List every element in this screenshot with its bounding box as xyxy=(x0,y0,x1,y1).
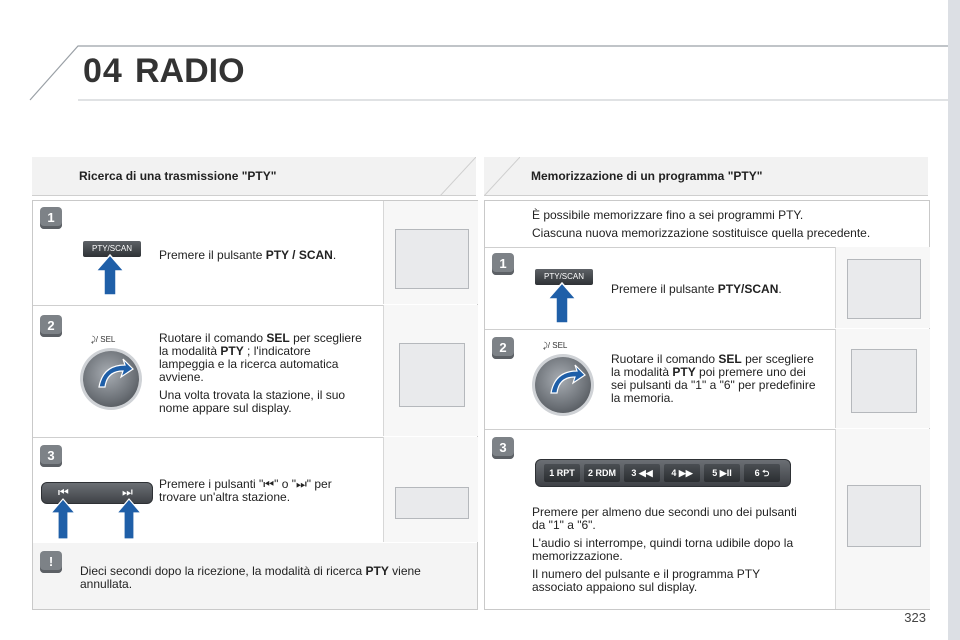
seek-back-key: ⏮ xyxy=(58,485,69,499)
display-thumbnail xyxy=(383,437,478,542)
step-badge: 3 xyxy=(40,445,62,467)
step-text: Premere i pulsanti "⏮" o "⏭" per trovare un'altra stazione. xyxy=(159,477,332,504)
preset-key-4: 4 ▶▶ xyxy=(664,464,700,482)
radio-panel-thumbnail xyxy=(395,229,469,289)
radio-panel-thumbnail xyxy=(847,485,921,547)
right-steps-panel xyxy=(484,200,930,610)
press-arrow-icon xyxy=(93,253,127,297)
press-arrow-icon xyxy=(545,281,579,325)
preset-button-bar xyxy=(535,459,791,487)
sel-knob-label: ⤸/ SEL xyxy=(543,341,568,350)
display-thumbnail xyxy=(383,201,478,304)
warning-icon: ! xyxy=(40,551,62,573)
rotate-arrow-icon xyxy=(547,363,587,397)
radio-panel-thumbnail xyxy=(847,259,921,319)
step-text: Ruotare il comando SEL per scegliere la modalità PTY poi premere uno dei sei pulsanti da "1" a "6" per predefinire la memoria. xyxy=(611,352,816,405)
seek-forward-key: ⏭ xyxy=(122,485,133,499)
display-thumbnail xyxy=(835,247,930,328)
page-number: 323 xyxy=(904,610,926,625)
display-thumbnail xyxy=(835,429,930,609)
right-header-corner xyxy=(484,157,520,196)
radio-panel-thumbnail xyxy=(851,349,917,413)
chapter-number: 04 xyxy=(83,52,123,90)
preset-key-1: 1 RPT xyxy=(544,464,580,482)
radio-panel-thumbnail xyxy=(399,343,465,407)
right-step-3 xyxy=(485,429,929,609)
left-step-1 xyxy=(33,201,477,306)
right-intro xyxy=(485,201,929,248)
right-section-title: Memorizzazione di un programma "PTY" xyxy=(531,169,763,183)
step-badge: 1 xyxy=(40,207,62,229)
left-step-3 xyxy=(33,437,477,544)
right-step-1 xyxy=(485,247,929,330)
intro-line-2: Ciascuna nuova memorizzazione sostituisce quella precedente. xyxy=(532,226,871,240)
left-note xyxy=(33,543,477,609)
left-step-2 xyxy=(33,305,477,438)
rotate-arrow-icon xyxy=(95,357,135,391)
step-badge: 3 xyxy=(492,437,514,459)
preset-key-6: 6 ⮌ xyxy=(744,464,780,482)
step-badge: 2 xyxy=(40,315,62,337)
step-text: Ruotare il comando SEL per scegliere la modalità PTY ; l'indicatore lampeggia e la ricerca automatica avviene. Una volta trovata la stazione, il suo nome appare sul display. xyxy=(159,331,362,415)
radio-panel-thumbnail xyxy=(395,487,469,519)
sel-knob-label: ⤸/ SEL xyxy=(91,335,116,344)
step-text: Premere per almeno due secondi uno dei pulsanti da "1" a "6". L'audio si interrompe, quindi torna udibile dopo la memorizzazione. Il numero del pulsante e il programma PTY associato appaiono sul display. xyxy=(532,505,797,594)
left-section-header xyxy=(32,157,476,196)
display-thumbnail xyxy=(835,329,930,428)
step-text: Premere il pulsante PTY/SCAN. xyxy=(611,282,782,296)
preset-key-2: 2 RDM xyxy=(584,464,620,482)
chapter-title: RADIO xyxy=(135,52,245,90)
pty-scan-button: PTY/SCAN xyxy=(535,269,593,285)
press-arrows-icon xyxy=(49,497,159,543)
step-badge: 1 xyxy=(492,253,514,275)
pty-scan-button: PTY/SCAN xyxy=(83,241,141,257)
preset-key-5: 5 ▶II xyxy=(704,464,740,482)
right-step-2 xyxy=(485,329,929,430)
left-header-corner xyxy=(440,157,476,196)
step-badge: 2 xyxy=(492,337,514,359)
note-text: Dieci secondi dopo la ricezione, la modalità di ricerca PTY viene annullata. xyxy=(80,564,421,591)
left-section-title: Ricerca di una trasmissione "PTY" xyxy=(79,169,277,183)
intro-line-1: È possibile memorizzare fino a sei programmi PTY. xyxy=(532,208,804,222)
display-thumbnail xyxy=(383,305,478,436)
preset-key-3: 3 ◀◀ xyxy=(624,464,660,482)
step-text: Premere il pulsante PTY / SCAN. xyxy=(159,248,337,262)
right-section-header xyxy=(484,157,928,196)
left-steps-panel xyxy=(32,200,478,610)
